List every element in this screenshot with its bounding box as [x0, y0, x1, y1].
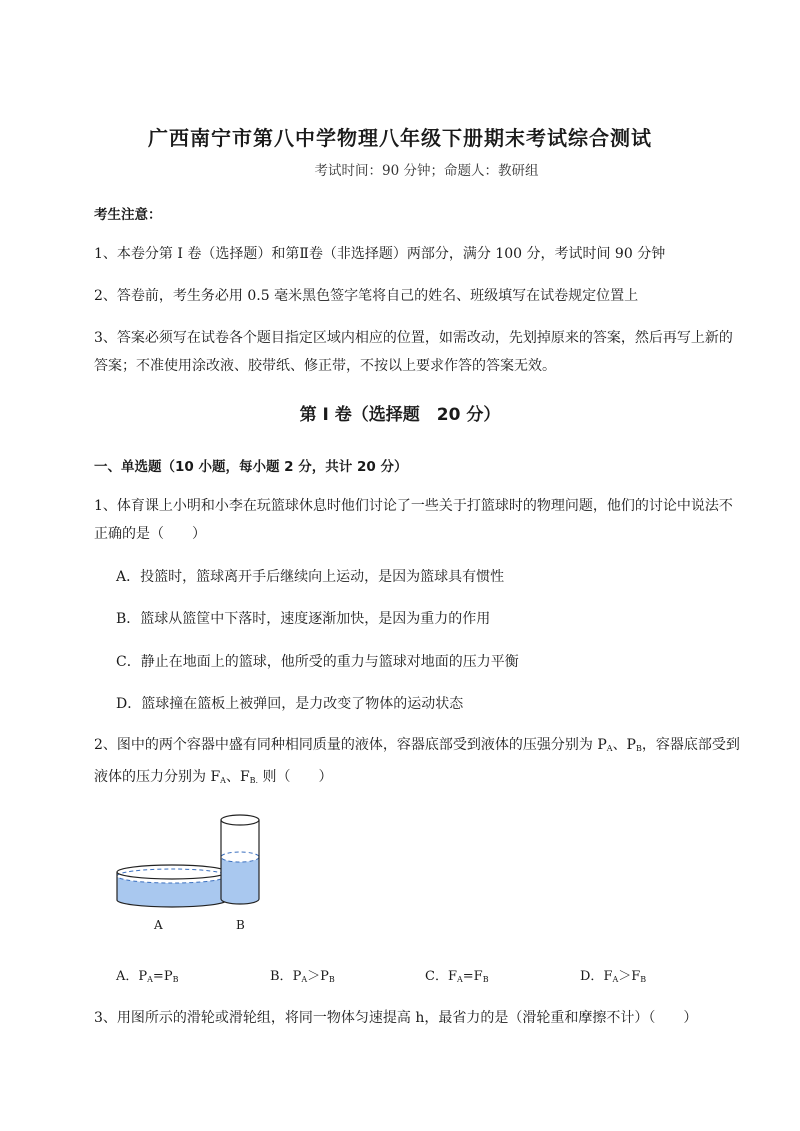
q2-option-a: A．$P_A=P_B$ [116, 969, 179, 984]
q2-option-b: B．$P_A>P_B$ [270, 969, 335, 984]
container-diagram [104, 812, 274, 940]
q3-stem: 3、用图所示的滑轮或滑轮组，将同一物体匀速提高 h，最省力的是（滑轮重和摩擦不计）（ ） [94, 1010, 698, 1026]
q1-option-c: C．静止在地面上的篮球，他所受的重力与篮球对地面的压力平衡 [116, 654, 519, 670]
container-b [221, 815, 259, 904]
q2-option-c: C．$F_A=F_B$ [425, 969, 489, 984]
container-b-label: B [236, 918, 245, 932]
exam-subtitle: 考试时间：90 分钟；命题人：教研组 [314, 163, 539, 179]
notice-item-3: 3、答案必须写在试卷各个题目指定区域内相应的位置，如需改动，先划掉原来的答案，然后再写上新的答案；不准使用涂改液、胶带纸、修正带，不按以上要求作答的答案无效。 [94, 330, 733, 374]
part-heading: 一、单选题（10 小题，每小题 2 分，共计 20 分） [94, 459, 408, 475]
notice-item-1: 1、本卷分第 I 卷（选择题）和第Ⅱ卷（非选择题）两部分，满分 100 分，考试时间 90 分钟 [94, 246, 666, 262]
q1-option-a: A．投篮时，篮球离开手后继续向上运动，是因为篮球具有惯性 [116, 569, 505, 585]
container-a [117, 865, 227, 907]
notice-heading: 考生注意： [94, 207, 162, 223]
q2-option-d: D．$F_A>F_B$ [580, 969, 647, 984]
section-title: 第 I 卷（选择题 20 分） [299, 405, 501, 425]
q2-stem: 2、图中的两个容器中盛有同种相同质量的液体，容器底部受到液体的压强分别为 $P_A$、$P_B$，容器底部受到液体的压力分别为 $F_A$、$F_{B.}$ 则（ ） [94, 737, 740, 785]
notice-item-2: 2、答卷前，考生务必用 0.5 毫米黑色签字笔将自己的姓名、班级填写在试卷规定位置上 [94, 288, 639, 304]
q1-option-b: B．篮球从篮筐中下落时，速度逐渐加快，是因为重力的作用 [116, 611, 491, 627]
container-a-label: A [154, 918, 163, 932]
q1-option-d: D．篮球撞在篮板上被弹回，是力改变了物体的运动状态 [116, 696, 464, 712]
exam-title: 广西南宁市第八中学物理八年级下册期末考试综合测试 [148, 126, 652, 150]
q1-stem: 1、体育课上小明和小李在玩篮球休息时他们讨论了一些关于打篮球时的物理问题，他们的讨论中说法不正确的是（ ） [94, 498, 733, 542]
q2-container-figure [104, 812, 274, 944]
